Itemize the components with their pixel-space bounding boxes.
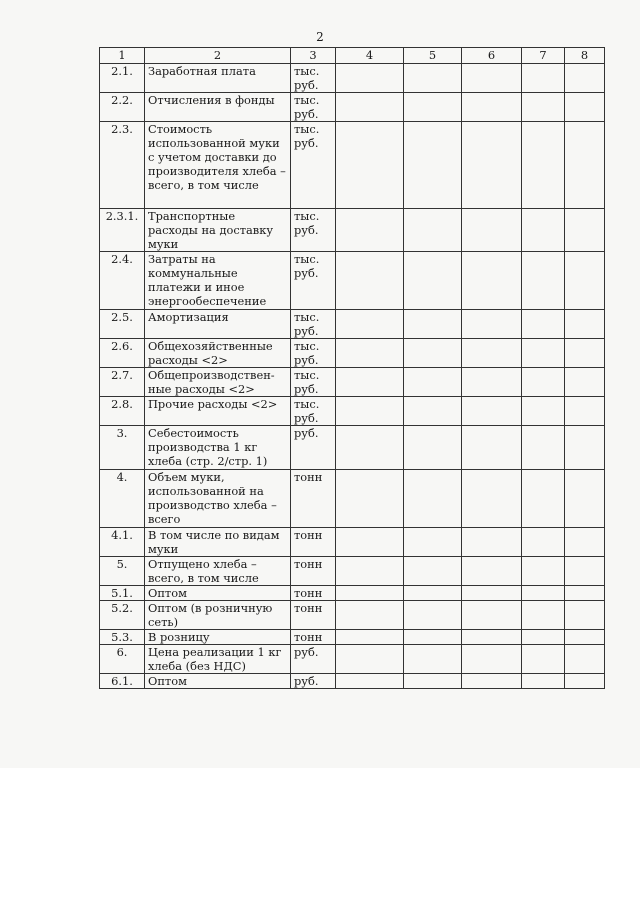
empty-cell: [336, 528, 404, 557]
empty-cell: [336, 426, 404, 470]
row-name: Оптом: [145, 586, 291, 601]
table-row: [100, 252, 605, 310]
empty-cell: [522, 557, 565, 586]
empty-cell: [336, 397, 404, 426]
table-row: [100, 528, 605, 557]
row-number: 6.: [100, 645, 145, 674]
empty-cell: [522, 93, 565, 122]
row-unit: тонн: [291, 630, 336, 645]
column-header: 3: [291, 48, 336, 64]
empty-cell: [565, 601, 605, 630]
empty-cell: [565, 397, 605, 426]
row-name: Общехозяйственные расходы <2>: [145, 339, 291, 368]
empty-cell: [462, 528, 522, 557]
empty-cell: [522, 310, 565, 339]
row-unit: тонн: [291, 601, 336, 630]
table-row: [100, 209, 605, 252]
empty-cell: [565, 674, 605, 689]
blank-margin: [0, 768, 640, 905]
empty-cell: [462, 397, 522, 426]
empty-cell: [462, 630, 522, 645]
empty-cell: [462, 426, 522, 470]
empty-cell: [462, 339, 522, 368]
table-row: [100, 339, 605, 368]
row-name: Амортизация: [145, 310, 291, 339]
empty-cell: [522, 645, 565, 674]
empty-cell: [462, 586, 522, 601]
row-name: Стоимость использованной муки с учетом доставки до производителя хлеба – всего, в том числе: [145, 122, 291, 209]
row-number: 2.8.: [100, 397, 145, 426]
table-row: [100, 586, 605, 601]
row-number: 6.1.: [100, 674, 145, 689]
empty-cell: [462, 601, 522, 630]
empty-cell: [336, 557, 404, 586]
row-number: 4.1.: [100, 528, 145, 557]
empty-cell: [404, 630, 462, 645]
empty-cell: [565, 557, 605, 586]
empty-cell: [336, 674, 404, 689]
empty-cell: [336, 645, 404, 674]
table-row: [100, 310, 605, 339]
empty-cell: [462, 557, 522, 586]
empty-cell: [565, 209, 605, 252]
row-unit: тыс. руб.: [291, 93, 336, 122]
row-unit: руб.: [291, 426, 336, 470]
row-number: 5.2.: [100, 601, 145, 630]
empty-cell: [565, 426, 605, 470]
row-number: 2.3.: [100, 122, 145, 209]
row-number: 2.6.: [100, 339, 145, 368]
row-number: 2.4.: [100, 252, 145, 310]
row-name: Себестоимость производства 1 кг хлеба (стр. 2/стр. 1): [145, 426, 291, 470]
empty-cell: [404, 557, 462, 586]
empty-cell: [404, 645, 462, 674]
empty-cell: [565, 310, 605, 339]
empty-cell: [565, 630, 605, 645]
row-name: Транспортные расходы на доставку муки: [145, 209, 291, 252]
row-number: 4.: [100, 470, 145, 528]
empty-cell: [565, 252, 605, 310]
column-header: 2: [145, 48, 291, 64]
empty-cell: [336, 209, 404, 252]
table-row: [100, 630, 605, 645]
empty-cell: [336, 310, 404, 339]
row-name: Отчисления в фонды: [145, 93, 291, 122]
empty-cell: [522, 64, 565, 93]
row-unit: тыс. руб.: [291, 397, 336, 426]
table-row: [100, 93, 605, 122]
empty-cell: [336, 339, 404, 368]
empty-cell: [404, 601, 462, 630]
table-row: [100, 557, 605, 586]
empty-cell: [336, 368, 404, 397]
empty-cell: [522, 470, 565, 528]
row-number: 2.1.: [100, 64, 145, 93]
row-number: 2.3.1.: [100, 209, 145, 252]
row-name: Оптом: [145, 674, 291, 689]
row-unit: тонн: [291, 557, 336, 586]
empty-cell: [404, 93, 462, 122]
row-unit: тонн: [291, 470, 336, 528]
table-row: [100, 368, 605, 397]
empty-cell: [522, 252, 565, 310]
table-row: [100, 64, 605, 93]
table-row: [100, 645, 605, 674]
empty-cell: [522, 674, 565, 689]
row-unit: тонн: [291, 528, 336, 557]
empty-cell: [565, 339, 605, 368]
empty-cell: [565, 64, 605, 93]
empty-cell: [462, 93, 522, 122]
row-name: Оптом (в розничную сеть): [145, 601, 291, 630]
row-unit: тыс. руб.: [291, 310, 336, 339]
column-header: 6: [462, 48, 522, 64]
empty-cell: [565, 122, 605, 209]
empty-cell: [522, 209, 565, 252]
row-unit: тонн: [291, 586, 336, 601]
table-row: [100, 122, 605, 209]
empty-cell: [404, 209, 462, 252]
empty-cell: [522, 426, 565, 470]
row-name: Общепроизводствен-ные расходы <2>: [145, 368, 291, 397]
row-number: 2.2.: [100, 93, 145, 122]
empty-cell: [404, 310, 462, 339]
empty-cell: [404, 397, 462, 426]
empty-cell: [522, 339, 565, 368]
row-name: В том числе по видам муки: [145, 528, 291, 557]
row-name: Объем муки, использованной на производство хлеба – всего: [145, 470, 291, 528]
row-name: Цена реализации 1 кг хлеба (без НДС): [145, 645, 291, 674]
row-name: Отпущено хлеба – всего, в том числе: [145, 557, 291, 586]
empty-cell: [462, 645, 522, 674]
empty-cell: [462, 252, 522, 310]
page-number: 2: [316, 30, 324, 44]
empty-cell: [336, 470, 404, 528]
empty-cell: [462, 64, 522, 93]
row-unit: тыс. руб.: [291, 368, 336, 397]
empty-cell: [462, 310, 522, 339]
table-row: [100, 470, 605, 528]
empty-cell: [336, 252, 404, 310]
row-unit: руб.: [291, 645, 336, 674]
empty-cell: [404, 586, 462, 601]
empty-cell: [565, 645, 605, 674]
row-unit: руб.: [291, 674, 336, 689]
table-row: [100, 601, 605, 630]
empty-cell: [404, 64, 462, 93]
table-row: [100, 674, 605, 689]
empty-cell: [565, 368, 605, 397]
empty-cell: [404, 528, 462, 557]
row-name: Прочие расходы <2>: [145, 397, 291, 426]
column-header: 7: [522, 48, 565, 64]
column-header: 8: [565, 48, 605, 64]
row-name: Затраты на коммунальные платежи и иное энергообеспечение: [145, 252, 291, 310]
row-number: 5.: [100, 557, 145, 586]
empty-cell: [404, 122, 462, 209]
column-header: 4: [336, 48, 404, 64]
empty-cell: [404, 368, 462, 397]
empty-cell: [565, 470, 605, 528]
row-unit: тыс. руб.: [291, 122, 336, 209]
empty-cell: [522, 601, 565, 630]
row-number: 2.5.: [100, 310, 145, 339]
empty-cell: [404, 426, 462, 470]
row-unit: тыс. руб.: [291, 209, 336, 252]
column-header: 1: [100, 48, 145, 64]
empty-cell: [336, 93, 404, 122]
row-name: Заработная плата: [145, 64, 291, 93]
empty-cell: [522, 122, 565, 209]
empty-cell: [336, 64, 404, 93]
empty-cell: [336, 586, 404, 601]
empty-cell: [565, 93, 605, 122]
row-number: 2.7.: [100, 368, 145, 397]
table-body: [100, 64, 605, 689]
empty-cell: [462, 209, 522, 252]
table-row: [100, 397, 605, 426]
row-number: 3.: [100, 426, 145, 470]
row-unit: тыс. руб.: [291, 64, 336, 93]
row-name: В розницу: [145, 630, 291, 645]
row-unit: тыс. руб.: [291, 339, 336, 368]
empty-cell: [522, 586, 565, 601]
empty-cell: [462, 674, 522, 689]
empty-cell: [522, 368, 565, 397]
empty-cell: [336, 630, 404, 645]
empty-cell: [462, 470, 522, 528]
empty-cell: [336, 601, 404, 630]
empty-cell: [462, 122, 522, 209]
table-row: [100, 426, 605, 470]
empty-cell: [462, 368, 522, 397]
empty-cell: [565, 528, 605, 557]
empty-cell: [404, 470, 462, 528]
empty-cell: [404, 252, 462, 310]
empty-cell: [522, 528, 565, 557]
row-unit: тыс. руб.: [291, 252, 336, 310]
empty-cell: [565, 586, 605, 601]
empty-cell: [404, 674, 462, 689]
empty-cell: [522, 397, 565, 426]
empty-cell: [404, 339, 462, 368]
empty-cell: [336, 122, 404, 209]
empty-cell: [522, 630, 565, 645]
table-header-row: [100, 48, 605, 64]
row-number: 5.3.: [100, 630, 145, 645]
row-number: 5.1.: [100, 586, 145, 601]
column-header: 5: [404, 48, 462, 64]
data-table: [99, 47, 605, 689]
